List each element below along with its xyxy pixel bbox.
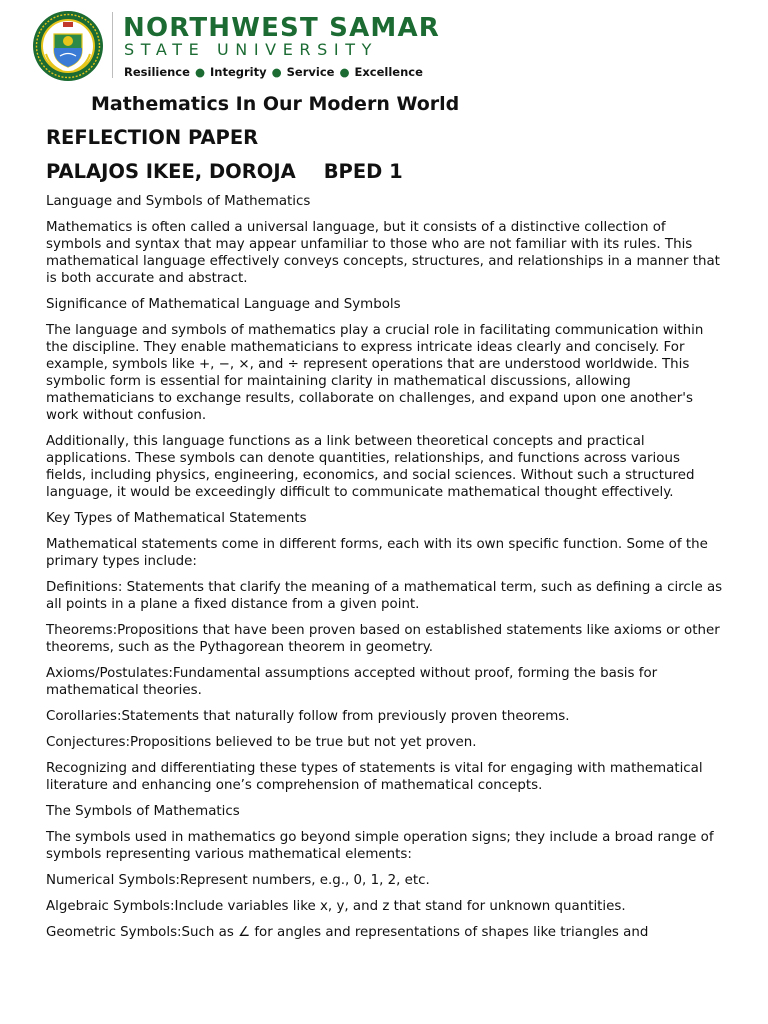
definition-item: Theorems:Propositions that have been proven based on established statements like axioms or other theorems, such as the Pythagorean theorem in geometry. [46, 623, 720, 655]
section-heading: Key Types of Mathematical Statements [46, 511, 307, 526]
motto-bullet: ● [339, 65, 350, 79]
paragraph: The language and symbols of mathematics play a crucial role in facilitating communication within the discipline. They enable mathematicians to express intricate ideas clearly and concisely. For example, symbols like +, −, ×, and ÷ represent operations that are understood worldwide. This symbolic form is essential for maintaining clarity in mathematical discussions, allowing mathematicians to exchange results, collaborate on challenges, and expand upon one another's work without confusion. [46, 323, 704, 423]
definition-item: Geometric Symbols:Such as ∠ for angles and representations of shapes like triangles and [46, 925, 649, 940]
section-heading: Language and Symbols of Mathematics [46, 194, 311, 209]
paragraph: The symbols used in mathematics go beyond simple operation signs; they include a broad range of symbols representing various mathematical elements: [46, 830, 714, 862]
university-motto [124, 65, 423, 79]
university-subname: STATE UNIVERSITY [124, 40, 378, 59]
author-names: PALAJOS IKEE, DOROJA [46, 160, 296, 183]
motto-word: Service [286, 65, 335, 79]
section-heading: Significance of Mathematical Language and Symbols [46, 297, 401, 312]
definition-item: Definitions: Statements that clarify the meaning of a mathematical term, such as defining a circle as all points in a plane a fixed distance from a given point. [46, 580, 723, 612]
section-heading: The Symbols of Mathematics [46, 804, 240, 819]
motto-bullet: ● [194, 65, 205, 79]
university-seal-icon [32, 10, 104, 82]
letterhead-divider [112, 12, 113, 78]
letterhead [32, 10, 452, 82]
paragraph: Additionally, this language functions as a link between theoretical concepts and practical applications. These symbols can denote quantities, relationships, and functions across various fields, including physics, engineering, economics, and social sciences. Without such a structured language, it would be exceedingly difficult to communicate mathematical thought effectively. [46, 434, 695, 500]
motto-word: Excellence [354, 65, 423, 79]
author-line [46, 160, 403, 184]
paper-type-heading: REFLECTION PAPER [46, 126, 259, 149]
paragraph: Mathematics is often called a universal language, but it consists of a distinctive collection of symbols and syntax that may appear unfamiliar to those who are not familiar with its rules. This mathematical language effectively conveys concepts, structures, and relationships in a manner that is both accurate and abstract. [46, 220, 720, 286]
definition-item: Conjectures:Propositions believed to be true but not yet proven. [46, 735, 477, 750]
definition-item: Algebraic Symbols:Include variables like x, y, and z that stand for unknown quantities. [46, 899, 626, 914]
document-body [46, 193, 724, 950]
definition-item: Corollaries:Statements that naturally follow from previously proven theorems. [46, 709, 570, 724]
paragraph: Mathematical statements come in different forms, each with its own specific function. Some of the primary types include: [46, 537, 708, 569]
motto-word: Resilience [124, 65, 190, 79]
program-label: BPED 1 [323, 160, 403, 183]
university-name: NORTHWEST SAMAR [123, 13, 441, 43]
definition-item: Numerical Symbols:Represent numbers, e.g., 0, 1, 2, etc. [46, 873, 430, 888]
motto-word: Integrity [209, 65, 267, 79]
course-title: Mathematics In Our Modern World [91, 93, 460, 115]
paragraph: Recognizing and differentiating these types of statements is vital for engaging with mathematical literature and enhancing one’s comprehension of mathematical concepts. [46, 761, 703, 793]
motto-bullet: ● [271, 65, 282, 79]
definition-item: Axioms/Postulates:Fundamental assumptions accepted without proof, forming the basis for mathematical theories. [46, 666, 658, 698]
